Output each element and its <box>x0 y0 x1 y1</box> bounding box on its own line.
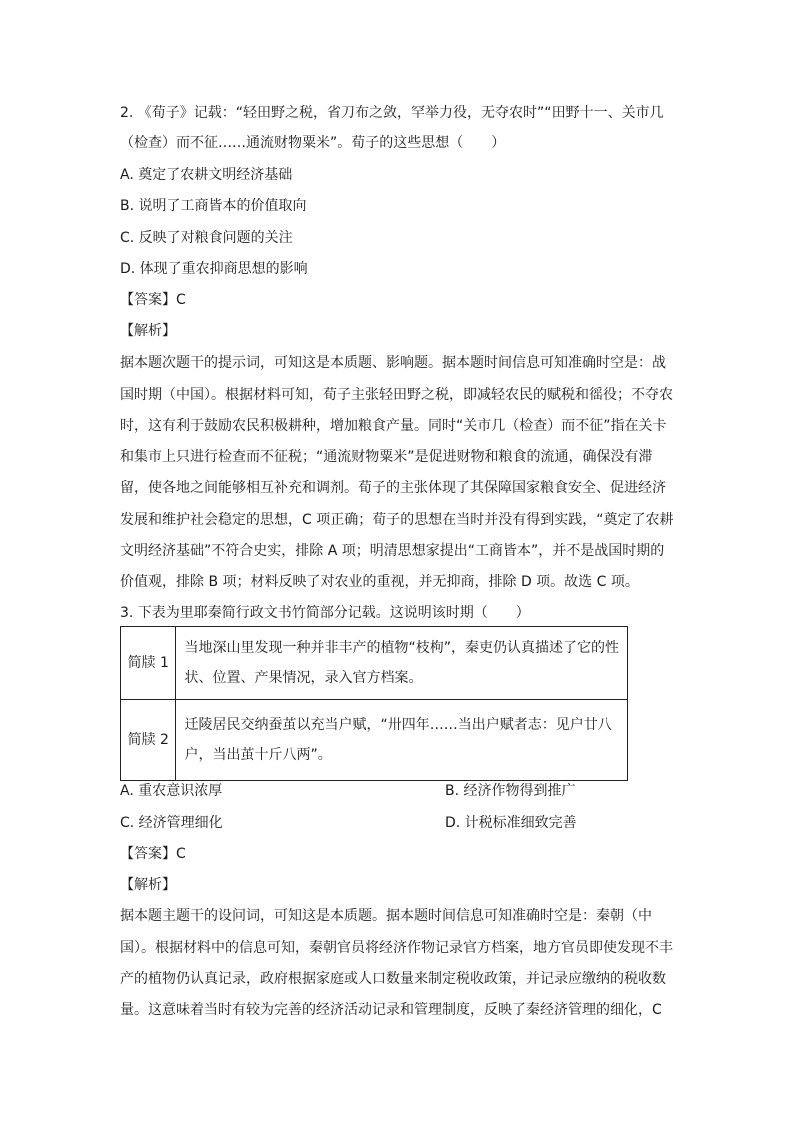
q2-analysis-line: 和集市上只进行检查而不征税；“通流财物粟米”是促进财物和粮食的流通，确保没有滞 <box>120 449 653 465</box>
q2-analysis-line: 发展和维护社会稳定的思想，C 项正确；荀子的思想在当时并没有得到实践，“奠定了农耕 <box>120 512 674 528</box>
q3-analysis-line: 国）。根据材料中的信息可知，秦朝官员将经济作物记录官方档案，地方官员即使发现不丰 <box>120 940 673 956</box>
table-content-line: 迁陵居民交纳蚕茧以充当户赋，“卅四年……当出户赋者志：见户廿八 <box>184 717 612 733</box>
table-content-line: 状、位置、产果情况，录入官方档案。 <box>184 670 423 686</box>
q2-analysis-title: 【解析】 <box>120 323 176 339</box>
table-row-label: 简牍 1 <box>121 627 176 700</box>
table-row-content <box>176 627 628 700</box>
q3-analysis-line: 量。这意味着当时有较为完善的经济活动记录和管理制度，反映了秦经济管理的细化，C <box>120 1002 662 1018</box>
q2-option-c: C. 反映了对粮食问题的关注 <box>120 230 293 246</box>
table-row-label: 简牍 2 <box>121 700 176 781</box>
table-row-content <box>176 700 628 781</box>
q2-analysis-line: 据本题次题干的提示词，可知这是本质题、影响题。据本题时间信息可知准确时空是：战 <box>120 355 666 371</box>
q3-option-b: B. 经济作物得到推广 <box>445 783 576 799</box>
q3-option-c: C. 经济管理细化 <box>120 815 223 831</box>
table-content-line: 当地深山里发现一种并非丰产的植物“枝枸”，秦吏仍认真描述了它的性 <box>184 640 619 656</box>
q2-answer: 【答案】C <box>120 292 186 308</box>
q2-analysis-line: 文明经济基础”不符合史实，排除 A 项；明清思想家提出“工商皆本”，并不是战国时期的 <box>120 543 665 559</box>
q3-analysis-title: 【解析】 <box>120 877 176 893</box>
q2-analysis-line: 国时期（中国）。根据材料可知，荀子主张轻田野之税，即减轻农民的赋税和徭役；不夺农 <box>120 387 673 403</box>
table-row <box>121 700 628 781</box>
table-content-line: 户，当出茧十斤八两”。 <box>184 747 332 763</box>
q2-analysis-line: 时，这有利于鼓励农民积极耕种，增加粮食产量。同时“关市几（检查）而不征”指在关卡 <box>120 418 667 434</box>
q2-option-d: D. 体现了重农抑商思想的影响 <box>120 261 308 277</box>
q3-stem: 3. 下表为里耶秦简行政文书竹简部分记载。这说明该时期（ ） <box>120 605 530 621</box>
table-row <box>121 627 628 700</box>
q3-option-a: A. 重农意识浓厚 <box>120 783 223 799</box>
q3-analysis-line: 据本题主题干的设问词，可知这是本质题。据本题时间信息可知准确时空是：秦朝（中 <box>120 908 652 924</box>
q2-option-b: B. 说明了工商皆本的价值取向 <box>120 198 307 214</box>
q2-analysis-line: 留，使各地之间能够相互补充和调剂。荀子的主张体现了其保障国家粮食安全、促进经济 <box>120 480 666 496</box>
q3-option-d: D. 计税标准细致完善 <box>445 815 577 831</box>
q2-stem-line2: （检查）而不征……通流财物粟米”。荀子的这些思想（ ） <box>120 135 506 151</box>
bamboo-slips-table <box>120 626 628 781</box>
q3-analysis-line: 产的植物仍认真记录，政府根据家庭或人口数量来制定税收政策，并记录应缴纳的税收数 <box>120 971 666 987</box>
q2-analysis-line: 价值观，排除 B 项；材料反映了对农业的重视，并无抑商，排除 D 项。故选 C 项。 <box>120 574 639 590</box>
q2-stem-line1: 2. 《荀子》记载：“轻田野之税，省刀布之敛，罕举力役，无夺农时”“田野十一、关市几 <box>120 105 664 121</box>
q2-option-a: A. 奠定了农耕文明经济基础 <box>120 167 293 183</box>
q3-answer: 【答案】C <box>120 846 186 862</box>
